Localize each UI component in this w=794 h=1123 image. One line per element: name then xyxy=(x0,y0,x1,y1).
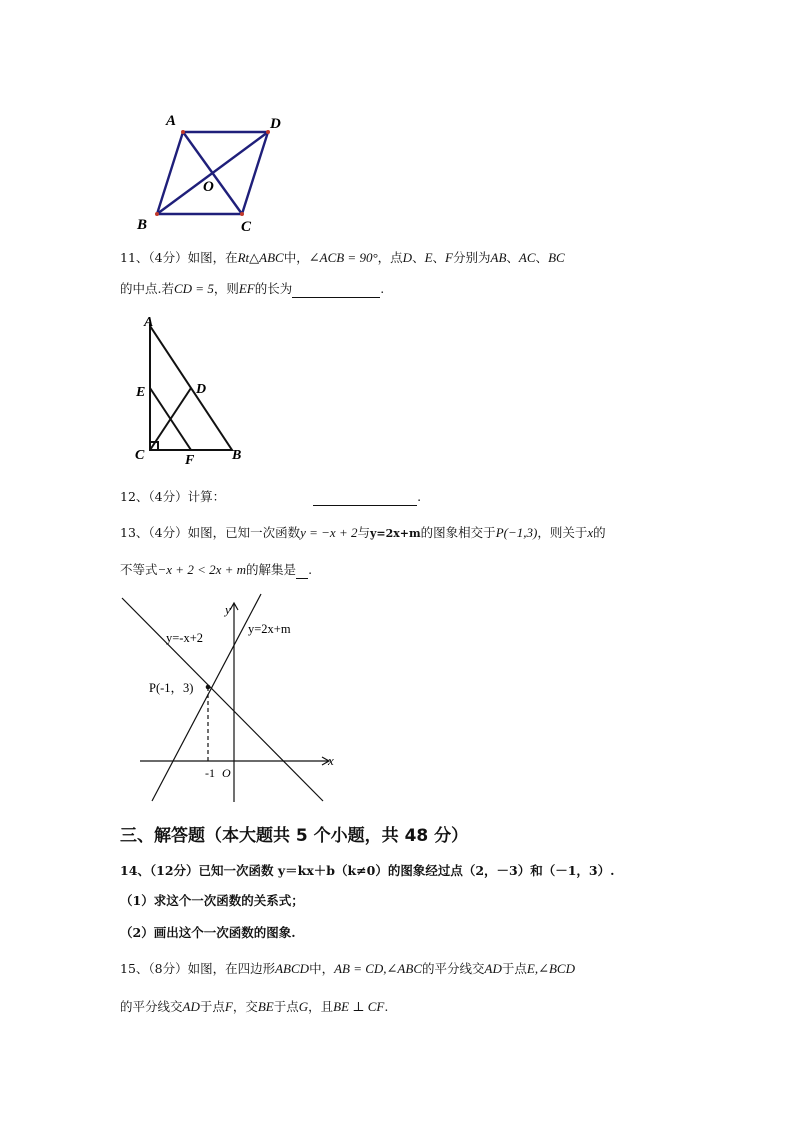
question-14-part1: （1）求这个一次函数的关系式； xyxy=(120,893,304,908)
answer-blank-12[interactable] xyxy=(313,491,417,506)
question-12: 12、（4分）计算： . xyxy=(120,489,422,504)
label-C: C xyxy=(135,448,145,463)
answer-blank-11[interactable] xyxy=(292,283,380,298)
label-A: A xyxy=(166,113,177,129)
linear-functions-graph xyxy=(110,590,350,806)
origin-label: O xyxy=(222,766,231,780)
parallelogram-figure xyxy=(130,108,300,238)
tick-neg1-label: -1 xyxy=(205,766,215,780)
label-B: B xyxy=(232,448,242,463)
question-15-line2: 的平分线交AD于点F，交BE于点G，且BE ⊥ CF. xyxy=(120,999,389,1014)
label-D: D xyxy=(196,382,207,397)
question-15-line1: 15、（8分）如图，在四边形ABCD中，AB = CD,∠ABC的平分线交AD于点E,∠BCD xyxy=(120,961,575,976)
axis-y-label: y xyxy=(225,602,231,617)
line1-label: y=-x+2 xyxy=(166,631,204,645)
question-14-part2: （2）画出这个一次函数的图象. xyxy=(120,925,296,940)
answer-blank-13[interactable] xyxy=(296,564,308,579)
label-C: C xyxy=(241,219,252,235)
point-label: P(-1，3) xyxy=(149,681,194,695)
label-A: A xyxy=(144,315,154,330)
question-13-line1: 13、（4分）如图，已知一次函数y = −x + 2与y=2x+m的图象相交于P(−1,3)，则关于x的 xyxy=(120,525,606,540)
label-O: O xyxy=(203,179,214,195)
label-F: F xyxy=(185,453,195,467)
question-14: 14、（12分）已知一次函数 y＝kx＋b（k≠0）的图象经过点（2，－3）和（－1，3）. xyxy=(120,863,615,878)
label-E: E xyxy=(136,385,146,400)
question-11-line1: 11、（4分）如图，在Rt△ABC中，∠ACB = 90°，点D、E、F分别为AB、AC、BC xyxy=(120,250,565,265)
label-B: B xyxy=(137,217,148,233)
question-11-line2: 的中点.若CD = 5，则EF的长为 . xyxy=(120,281,385,296)
section-title: 三、解答题（本大题共 5 个小题，共 48 分） xyxy=(120,826,469,846)
right-triangle-figure xyxy=(130,312,260,467)
label-D: D xyxy=(270,116,281,132)
axis-x-label: x xyxy=(328,753,334,768)
line2-label: y=2x+m xyxy=(248,622,291,636)
question-13-line2: 不等式−x + 2 < 2x + m的解集是 . xyxy=(120,562,313,577)
